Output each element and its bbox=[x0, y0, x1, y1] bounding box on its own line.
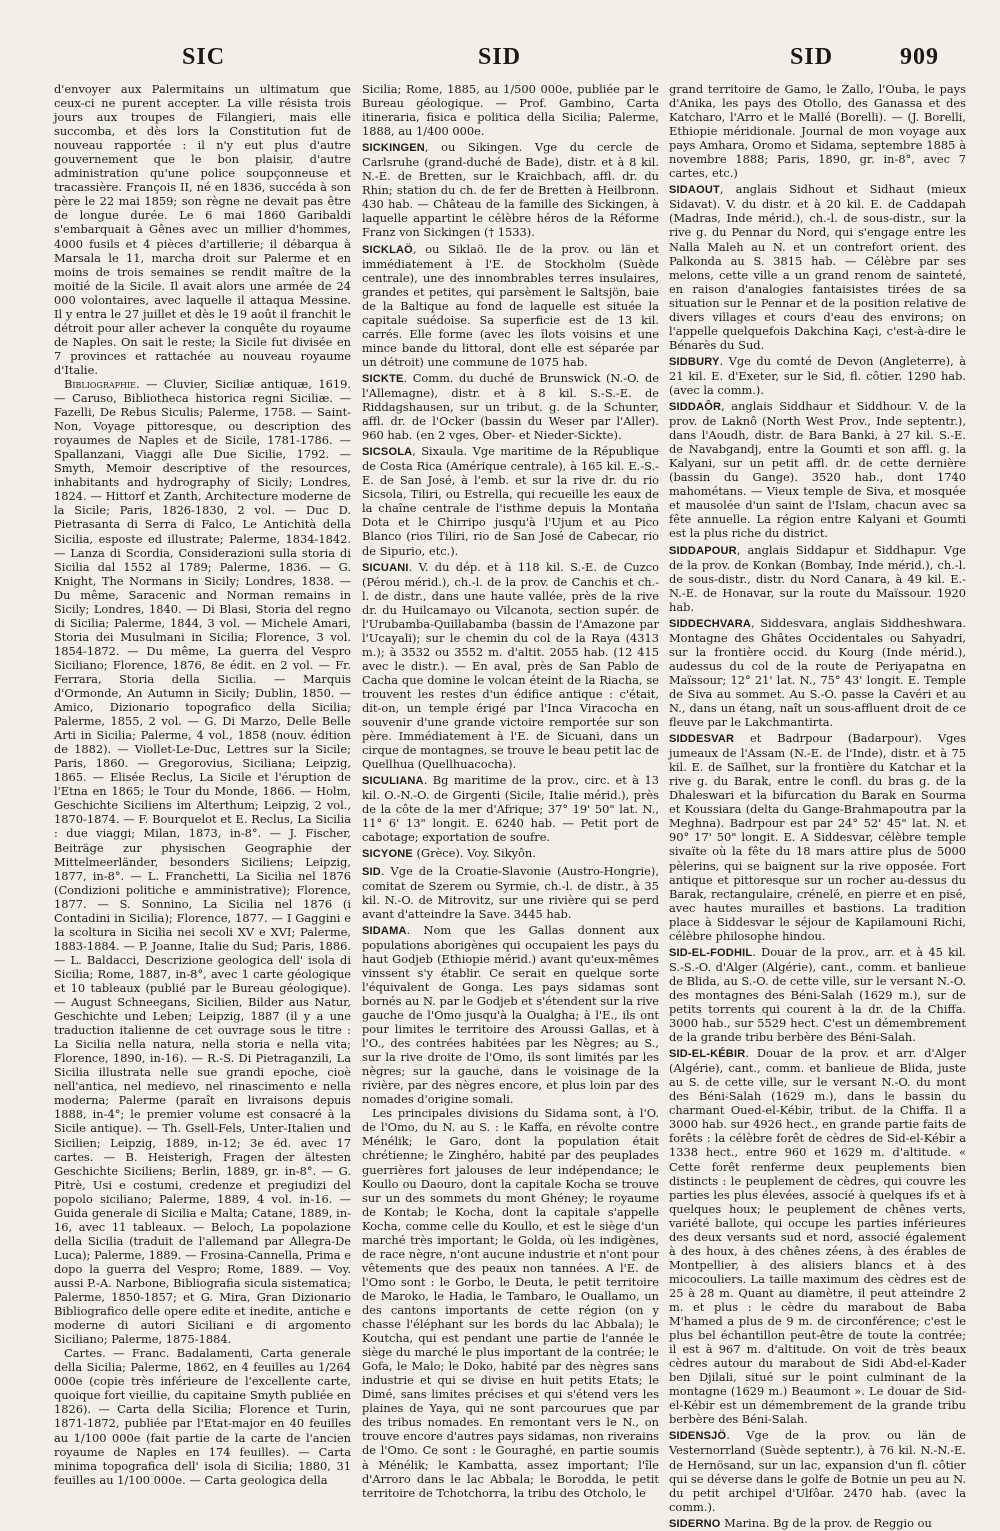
entry-text: , anglais Siddhaur et Siddhour. V. de la prov. de Laknô (North West Prov., Inde septentr.), dans l'Aoudh, distr. de Bara Banki, à 27 kil. S.-E. de Navabgandj, entre la Goumti et son affl. g. la Kalyani, sur un petit affl. dr. de cette dernière (bassin du Gange). 3520 hab., dont 1740 mahométans. — Vieux temple de Siva, et mosquée et mausolée d'un saint de l'Islam, chacun avec sa fête annuelle. La région entre Kalyani et Goumti est la plus riche du district. bbox=[669, 399, 966, 541]
entry-siculiana bbox=[362, 773, 659, 844]
entry-sickte bbox=[362, 371, 659, 442]
entry-text: . V. du dép. et à 118 kil. S.-E. de Cuzco (Pérou mérid.), ch.-l. de la prov. de Canchis et ch.-l. de distr., dans une haute vallée, près de la rive dr. du Huilcamayo ou Vilcanota, section supér. de l'Urubamba-Quillabamba (bassin de l'Amazone par l'Ucayali); sur le chemin du col de la Raya (4313 m.); à 3532 ou 3552 m. d'altit. 2055 hab. (12 415 avec le distr.). — En aval, près de San Pablo de Cacha que domine le volcan éteint de la Riacha, se trouvent les restes d'un édifice antique : c'était, dit-on, un temple érigé par l'Inca Viracocha en souvenir d'une grande victoire remportée sur son père. Immédiatement à l'E. de Sicuani, dans un cirque de montagnes, se trouve le beau petit lac de Quellhua (Quellhuacocha). bbox=[362, 559, 659, 772]
entry-text: . Vge de la prov. ou län de Vesternorrland (Suède septentr.), à 76 kil. N.-N.-E. de Hernösand, sur un lac, expansion d'un fl. côtier qui se déverse dans le golfe de Botnie un peu au N. du petit archipel d'Ulfôar. 2470 hab. (avec la comm.). bbox=[669, 1428, 966, 1514]
entry-text: , anglais Siddapur et Siddhapur. Vge de la prov. de Konkan (Bombay, Inde mérid.), ch.-l. de sous-distr., distr. du Nord Canara, à 49 kil. E.-N.-E. de Honavar, sur la route du Maïssour. 1920 hab. bbox=[669, 542, 966, 614]
headword: SID-EL-FODHIL bbox=[669, 946, 753, 959]
entry-sidensjo bbox=[669, 1428, 966, 1513]
headword: SIDDAPOUR bbox=[669, 544, 737, 557]
column-2 bbox=[362, 82, 659, 1500]
entry-text: . Vge de la Croatie-Slavonie (Austro-Hongrie), comitat de Szerem ou Syrmie, ch.-l. de distr., à 35 kil. N.-O. de Mitrovitz, sur une rivière qui se perd avant d'atteindre la Save. 3445 hab. bbox=[362, 863, 659, 921]
entry-siddechvara bbox=[669, 616, 966, 729]
running-header bbox=[0, 44, 1000, 84]
headword: SIDBURY bbox=[669, 355, 720, 368]
headword: SIDDECHVARA bbox=[669, 617, 752, 630]
entry-text: , ou Siklaö. Ile de la prov. ou län et immédiatement à l'E. de Stockholm (Suède centrale), une des innombrables terres insulaires, grandes et petites, qui parsèment le Saltsjön, baie de la Baltique au fond de laquelle est située la capitale suédoise. Sa superficie est de 13 kil. carrés. Elle forme (avec les îlots voisins et une mince bande du littoral, dont elle est séparée par un détroit) une commune de 1075 hab. bbox=[362, 241, 659, 369]
bibliography-text: — Cluvier, Siciliæ antiquæ, 1619. — Caruso, Bibliotheca historica regni Siciliæ. — Fazelli, De Rebus Siculis; Palerme, 1758. — Saint-Non, Voyage pittoresque, ou description des royaumes de Naples et de Sicile, 1781-1786. — Spallanzani, Viaggi alle Due Sicilie, 1792. — Smyth, Memoir descriptive of the resources, inhabitants and hydrography of Sicily; Londres, 1824. — Hittorf et Zanth, Architecture moderne de la Sicile; Paris, 1826-1830, 2 vol. — Duc D. Pietrasanta di Serra di Falco, Le Antichità della Sicilia, esposte ed illustrate; Palerme, 1834-1842. — Lanza di Scordia, Considerazioni sulla storia di Sicilia dal 1552 al 1789; Palerme, 1836. — G. Knight, The Normans in Sicily; Londres, 1838. — Du même, Saracenic and Norman remains in Sicily; Londres, 1840. — Di Blasi, Storia del regno di Sicilia; Palerme, 1844, 3 vol. — Michele Amari, Storia dei Musulmani in Sicilia; Florence, 3 vol. 1854-1872. — Du même, La guerra del Vespro Siciliano; Florence, 1876, 8e édit. en 2 vol. — Fr. Ferrara, Storia della Sicilia. — Marquis d'Ormonde, An Autumn in Sicily; Dublin, 1850. — Amico, Dizionario topografico della Sicilia; Palerme, 1855, 2 vol. — G. Di Marzo, Delle Belle Arti in Sicilia; Palerme, 4 vol., 1858 (nouv. édition de 1882). — Viollet-Le-Duc, Lettres sur la Sicile; Paris, 1860. — Gregorovius, Siciliana; Leipzig, 1865. — Elisée Reclus, La Sicile et l'éruption de l'Etna en 1865; le Tour du Monde, 1866. — Holm, Geschichte Siciliens im Alterthum; Leipzig, 2 vol., 1870-1874. — F. Bourquelot et E. Reclus, La Sicilia : due viaggi; Milan, 1873, in-8°. — J. Fischer, Beiträge zur physischen Geographie der Mittelmeerländer, besonders Siciliens; Leipzig, 1877, in-8°. — L. Franchetti, La Sicilia nel 1876 (Condizioni politiche e amministrative); Florence, 1877. — S. Sonnino, La Sicilia nel 1876 (i Contadini in Sicilia); Florence, 1877. — I Gaggini e la scoltura in Sicilia nei secoli XV e XVI; Palerme, 1883-1884. — P. Joanne, Italie du Sud; Paris, 1886. — L. Baldacci, Descrizione geologica dell' isola di Sicilia; Rome, 1887, in-8°, avec 1 carte géologique et 10 tableaux (publié par le Bureau géologique). — August Schneegans, Sicilien, Bilder aus Natur, Geschichte und Leben; Leipzig, 1887 (il y a une traduction italienne de cet ouvrage sous le titre : La Sicilia nella natura, nella storia e nella vita; Florence, 1890, in-16). — R.-S. Di Pietraganzili, La Sicilia illustrata nelle sue grandi epoche, cioè nell'antica, nel medievo, nel rinascimento e nella moderna; Palerme (paraît en livraisons depuis 1888, in-4°; le premier volume est consacré à la Sicile antique). — Th. Gsell-Fels, Unter-Italien und Sicilien; Leipzig, 1889, in-12; 3e éd. avec 17 cartes. — B. Heisterigh, Fragen der ältesten Geschichte Siciliens; Berlin, 1889, gr. in-8°. — G. Pitrè, Usi e costumi, credenze et pregiudizi del popolo siciliano; Palerme, 1889, 4 vol. in-16. — Guida generale di Sicilia e Malta; Catane, 1889, in-16, avec 11 tableaux. — Beloch, La popolazione della Sicilia (traduit de l'allemand par Allegra-De Luca); Palerme, 1889. — Frosina-Cannella, Prima e dopo la guerra del Vespro; Rome, 1889. — Voy. aussi P.-A. Narbone, Bibliografia sicula sistematica; Palerme, 1850-1857; et G. Mira, Gran Dizionario Bibliografico delle opere edite et inedite, antiche e moderne di autori Siciliani e di argomento Siciliano; Palerme, 1875-1884. bbox=[54, 376, 351, 1347]
headword: SICULIANA bbox=[362, 775, 424, 788]
entry-text: (Grèce). Voy. Sikyôn. bbox=[412, 846, 536, 861]
sicile-history-paragraph: d'envoyer aux Palermitains un ultimatum que ceux-ci ne purent accepter. La ville résista trois jours aux troupes de Filangieri, mais elle succomba, et dès lors la Constitution fut de nouveau rapportée : il n'y eut plus d'autre gouvernement que le bon plaisir, d'autre administration qu'une police soupçonneuse et tracassière. François II, né en 1836, succéda à son père le 22 mai 1859; son règne ne devait pas être de longue durée. Le 6 mai 1860 Garibaldi s'embarquait à Gênes avec un millier d'hommes, 4000 fusils et 4 pièces d'artillerie; il débarqua à Marsala le 11, marcha droit sur Palerme et en moins de trois semaines se rendit maître de la moitié de la Sicile. Il avait alors une armée de 24 000 volontaires, avec laquelle il attaqua Messine. Il y entra le 27 juillet et dès le 19 août il franchit le détroit pour aller achever la conquête du royaume de Naples. On sait le reste; la Sicile fut divisée en 7 provinces et rattachée au nouveau royaume d'Italie. bbox=[54, 82, 351, 377]
headword: SIDAOUT bbox=[669, 184, 720, 197]
entry-sicyone bbox=[362, 846, 659, 861]
entry-text: Marina. Bg de la prov. de Reggio ou bbox=[720, 1515, 932, 1530]
headword: SID bbox=[362, 865, 381, 878]
column-3 bbox=[669, 82, 966, 1530]
entry-sickingen bbox=[362, 140, 659, 239]
headword: SICYONE bbox=[362, 848, 413, 861]
headword: SICKTE bbox=[362, 372, 404, 385]
entry-text: . Douar de la prov. et arr. d'Alger (Algérie), cant., comm. et banlieue de Blida, juste au S. de cette ville, sur le versant N.-O. du mont des Béni-Salah (1629 m.), dans le bassin du charmant Oued-el-Kébir, tribut. de la Chiffa. Il a 3000 hab. sur 4926 hect., en grande partie faits de forêts : la célèbre forêt de cèdres de Sid-el-Kébir a 1338 hect., entre 960 et 1629 m. d'altitude. « Cette forêt renferme deux peuplements bien distincts : le peuplement de cèdres, qui couvre les parties les plus élevées, associé à quelques ifs et à quelques houx; le peuplement de chênes verts, variété ballote, qui occupe les parties inférieures des deux versants sud et nord, associé également à des houx, à des chênes zéens, à des érables de Montpellier, à des alisiers blancs et à des micocouliers. La taille maximum des cèdres est de 25 à 28 m. Quant au diamètre, il peut atteindre 2 m. et plus : le cèdre du marabout de Baba M'hamed a plus de 9 m. de circonférence; c'est le plus bel échantillon peut-être de toute la contrée; il est à 967 m. d'altitude. On voit de très beaux cèdres autour du marabout de Sidi Abd-el-Kader ben Djilali, situé sur le point culminant de la montagne (1629 m.) Beaumont ». Le douar de Sid-el-Kébir est un démembrement de la grande tribu berbère des Béni-Salah. bbox=[669, 1046, 966, 1427]
entry-text: . Vge du comté de Devon (Angleterre), à 21 kil. E. d'Exeter, sur le Sid, fl. côtier. 1290 hab. (avec la comm.). bbox=[669, 353, 966, 397]
bibliography-label: Bibliographie. bbox=[64, 376, 140, 391]
entry-sid-el-kebir bbox=[669, 1046, 966, 1426]
entry-text: . Comm. du duché de Brunswick (N.-O. de l'Allemagne), distr. et à 8 kil. S.-S.-E. de Riddagshausen, sur un tribut. g. de la Schunter, affl. dr. de l'Ocker (bassin du Weser par l'Aller). 960 hab. (en 2 vges, Ober- et Nieder-Sickte). bbox=[362, 370, 659, 443]
maps-paragraph: Cartes. — Franc. Badalamenti, Carta generale della Sicilia; Palerme, 1862, en 4 feuilles au 1/264 000e (copie très inférieure de l'excellente carte, quoique fort vieillie, du capitaine Smyth publiée en 1826). — Carta della Sicilia; Florence et Turin, 1871-1872, publiée par l'Etat-major en 40 feuilles au 1/100 000e (fait partie de la carte de l'ancien royaume de Naples en 174 feuilles). — Carta minima topografica dell' isola di Sicilia; 1880, 31 feuilles au 1/100 000e. — Carta geologica della bbox=[54, 1346, 351, 1487]
entry-sicuani bbox=[362, 560, 659, 772]
maps-continuation: Sicilia; Rome, 1885, au 1/500 000e, publiée par le Bureau géologique. — Prof. Gambino, Carta itineraria, fisica e politica della Sicilia; Palerme, 1888, au 1/400 000e. bbox=[362, 82, 659, 139]
entry-sidaout bbox=[669, 182, 966, 352]
headword: SICKLAÖ bbox=[362, 243, 413, 256]
entry-text: , ou Sikingen. Vge du cercle de Carlsruhe (grand-duché de Bade), distr. et à 8 kil. N.-E. de Bretten, sur le Kraichbach, affl. dr. du Rhin; station du ch. de fer de Bretten à Heilbronn. 430 hab. — Château de la famille des Sickingen, à laquelle appartint le célèbre héros de la Réforme Franz von Sickingen († 1533). bbox=[362, 140, 659, 240]
entry-text: , Sixaula. Vge maritime de la République de Costa Rica (Amérique centrale), à 165 kil. E.-S.-E. de San José, à l'emb. et sur la rive dr. du rio Sicsola, Tiliri, ou Estrella, qui recueille les eaux de la chaîne centrale de l'isthme depuis la Montaña Dota et le Chirripo jusqu'à l'Ujum et au Pico Blanco (rios Tiliri, rio de San José de Cabecar, rio de Sipurio, etc.). bbox=[362, 444, 659, 558]
entry-text: . Bg maritime de la prov., circ. et à 13 kil. O.-N.-O. de Girgenti (Sicile, Italie mérid.), près de la côte de la mer d'Afrique; 37° 19' 50" lat. N., 11° 6' 13" longit. E. 6240 hab. — Petit port de cabotage; exportation de soufre. bbox=[362, 773, 659, 845]
page-number: 909 bbox=[900, 44, 939, 70]
headword: SIDDAÔR bbox=[669, 401, 722, 414]
entry-siddapour bbox=[669, 543, 966, 614]
headword: SICKINGEN bbox=[362, 142, 425, 155]
headword: SIDDESVAR bbox=[669, 733, 735, 746]
entry-text: . Nom que les Gallas donnent aux populations aborigènes qui occupaient les pays du haut Godjeb (Ethiopie mérid.) avant qu'eux-mêmes vinssent s'y établir. Ce serait en quelque sorte l'équivalent de Gonga. Les pays sidamas sont bornés au N. par le Godjeb et s'étendent sur la rive gauche de l'Omo jusqu'à la Oualgha; à l'E., ils ont pour limites le territoire des Aroussi Gallas, et à l'O., des contrées habitées par les Nègres; au S., sur la rive droite de l'Omo, ils sont limités par les nègres; sur la gauche, dans le voisinage de la rivière, par des nègres encore, et plus loin par des nomades d'origine somali. bbox=[362, 922, 659, 1107]
headword: SIDAMA bbox=[362, 924, 407, 937]
header-right-word: SID bbox=[790, 44, 834, 70]
entry-sid bbox=[362, 864, 659, 921]
sidama-continuation: grand territoire de Gamo, le Zallo, l'Ouba, le pays d'Anika, les pays des Otollo, des Ganassa et des Katcharo, l'Arro et le Mallé (Borelli). — (J. Borelli, Ethiopie méridionale. Journal de mon voyage aux pays Amhara, Oromo et Sidama, septembre 1885 à novembre 1888; Paris, 1890, gr. in-8°, avec 7 cartes, etc.) bbox=[669, 82, 966, 181]
entry-text: et Badrpour (Badarpour). Vges jumeaux de l'Assam (N.-E. de l'Inde), distr. et à 75 kil. E. de Saïlhet, sur la frontière du Katchar et la rive g. du Barak, entre le confl. du bras g. de la Dhaleswari et la bifurcation du Barak en Sourma et Koussiara (delta du Gange-Brahmapoutra par la Meghna). Badrpour est par 24° 52' 45" lat. N. et 90° 17' 50" longit. E. A Siddesvar, célèbre temple sivaïte où la fête du 18 mars attire plus de 5000 pèlerins, qui se baignent sur la rive opposée. Fort antique et pittoresque sur un rocher au-dessus du Barak, rectangulaire, crénelé, en pierre et en pisé, avec hautes murailles et bastions. La tradition place à Siddesvar le séjour de Kapilamouni Richi, célèbre philosophe hindou. bbox=[669, 731, 966, 943]
header-left-word: SIC bbox=[182, 44, 226, 70]
entry-siderno bbox=[669, 1516, 966, 1531]
entry-siddaor bbox=[669, 399, 966, 540]
entry-text: , anglais Sidhout et Sidhaut (mieux Sidavat). V. du distr. et à 20 kil. E. de Caddapah (Madras, Inde mérid.), ch.-l. de sous-distr., sur la rive g. du Pennar du Nord, qui s'engage entre les Nalla Maleh au N. et un contrefort orient. des Palkonda au S. 3815 hab. — Célèbre par ses melons, cette ville a un grand renom de sainteté, en raison d'analogies fantaisistes tirées de sa situation sur le Pennar et de la position relative de divers villages et cours d'eau des environs; on l'appelle quelquefois Dakchina Kaçi, c'est-à-dire le Bénarès du Sud. bbox=[669, 182, 966, 352]
headword: SICUANI bbox=[362, 561, 409, 574]
headword: SIDENSJÖ bbox=[669, 1430, 727, 1443]
entry-text: , Siddesvara, anglais Siddheshwara. Montagne des Ghâtes Occidentales ou Sahyadri, sur la frontière occid. du Kourg (Inde mérid.), audessus du col de la route de Periyapatna en Maïssour; 12° 21' lat. N., 75° 43' longit. E. Temple de Siva au sommet. Au S.-O. passe la Cavéri et au N., dans un étang, naît un sous-affluent droit de ce fleuve par le Lakchmantirta. bbox=[669, 615, 966, 730]
column-1 bbox=[54, 82, 351, 1487]
entry-sicsola bbox=[362, 444, 659, 557]
sidama-divisions-paragraph: Les principales divisions du Sidama sont, à l'O. de l'Omo, du N. au S. : le Kaffa, en révolte contre Ménélik; le Garo, dont la population était chrétienne; le Zinghéro, habité par des peuplades guerrières fort jalouses de leur indépendance; le Koullo ou Daouro, dont la capitale Kocha se trouve sur un des sommets du mont Ghéney; le royaume de Kontab; le Kocha, dont la capitale s'appelle Kocha, comme celle du Koullo, et est le siège d'un marché très important; le Golda, où les indigènes, de race nègre, n'ont aucune industrie et n'ont pour vêtements que des peaux non tannées. A l'E. de l'Omo sont : le Gorbo, le Deuta, le petit territoire de Maroko, le Hadia, le Tambaro, le Ouallamo, un des cantons importants de cette région (on y chasse l'éléphant sur les bords du lac Abbala); le Koutcha, qui est pendant une partie de l'année le siège du marché le plus important de la contrée; le Gofa, le Malo; le Doko, habité par des nègres sans industrie et qui se divise en huit petits Etats; le Dimé, sans limites précises et qui s'étend vers les plaines de Yaya, qui ne sont parcourues que par des tribus nomades. En remontant vers le N., on trouve encore d'autres pays sidamas, non riverains de l'Omo. Ce sont : le Gouraghé, en partie soumis à Ménélik; le Kambatta, assez important; l'île d'Arroro dans le lac Abbala; le Borodda, le petit territoire de Tchotchorra, la tribu des Otcholo, le bbox=[362, 1106, 659, 1500]
entry-sid-el-fodhil bbox=[669, 945, 966, 1044]
entry-text: . Douar de la prov., arr. et à 45 kil. S.-S.-O. d'Alger (Algérie), cant., comm. et banlieue de Blida, au S.-O. de cette ville, sur le versant N.-O. des montagnes des Béni-Salah (1629 m.), sur de petits torrents qui courent à la dr. de la Chiffa. 3000 hab., sur 5529 hect. C'est un démembrement de la grande tribu berbère des Béni-Salah. bbox=[669, 944, 966, 1045]
headword: SIDERNO bbox=[669, 1517, 721, 1530]
headword: SID-EL-KÉBIR bbox=[669, 1048, 746, 1061]
header-center-word: SID bbox=[478, 44, 522, 70]
entry-sidbury bbox=[669, 354, 966, 397]
entry-sidama bbox=[362, 923, 659, 1107]
bibliography-paragraph bbox=[54, 377, 351, 1346]
headword: SICSOLA bbox=[362, 446, 413, 459]
entry-sicklao bbox=[362, 242, 659, 369]
entry-siddesvar bbox=[669, 731, 966, 943]
